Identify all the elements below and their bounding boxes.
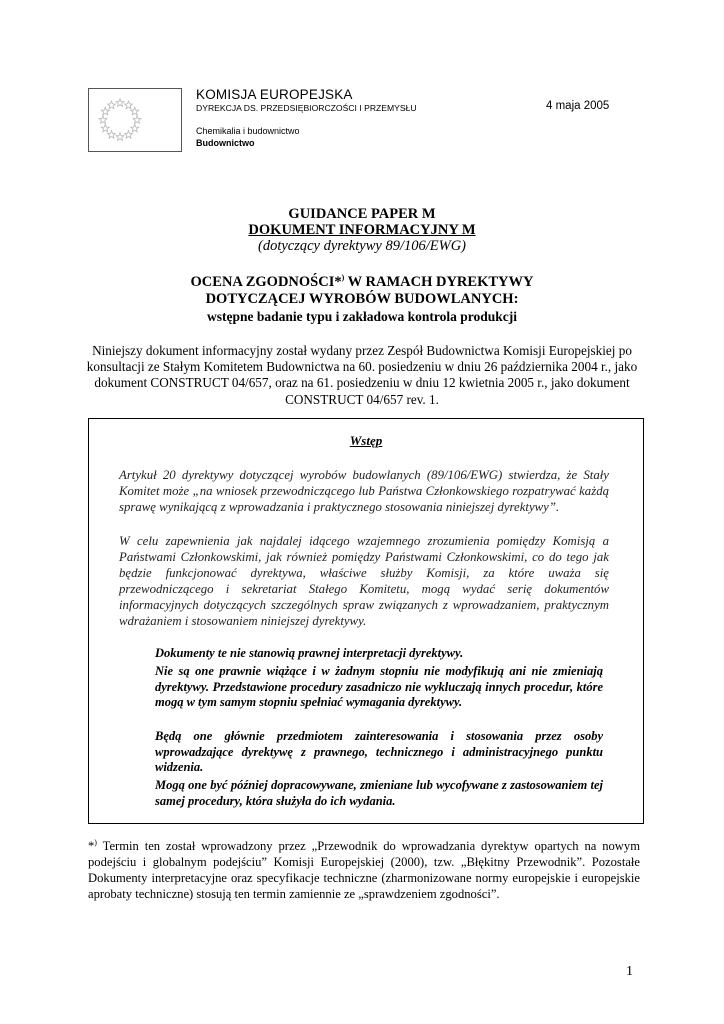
box-notice-2: Nie są one prawnie wiążące i w żadnym stopniu nie modyfikują ani nie zmieniają dyrektywy. Przedstawione procedury zasadniczo nie wykluczają innych procedur, które mogą w tym samym stopniu spełniać wymagania dyrektywy. (155, 664, 603, 710)
eu-star-icon (125, 131, 133, 139)
eu-logo (88, 88, 182, 152)
directorate-name: DYREKCJA DS. PRZEDSIĘBIORCZOŚCI I PRZEMYSŁU (196, 103, 417, 113)
introduction-box (88, 418, 644, 824)
eu-stars-icon (89, 89, 181, 151)
eu-star-icon (108, 101, 116, 109)
page-number: 1 (626, 964, 633, 979)
main-title-line1: OCENA ZGODNOŚCI*) W RAMACH DYREKTYWY (190, 273, 534, 290)
box-notice-3: Będą one głównie przedmiotem zainteresowania i stosowania przez osoby wprowadzające dyrektywę z prawnego, technicznego i administracyjnego punktu widzenia. (155, 729, 603, 775)
eu-star-icon (131, 124, 139, 132)
eu-star-icon (101, 107, 109, 115)
box-heading: Wstęp (349, 433, 383, 448)
unit-name: Chemikalia i budownictwo (196, 126, 300, 136)
document-date: 4 maja 2005 (546, 100, 610, 112)
eu-star-icon (101, 124, 109, 132)
eu-star-icon (133, 116, 141, 124)
institution-name: KOMISJA EUROPEJSKA (196, 87, 353, 102)
intro-paragraph: Niniejszy dokument informacyjny został wydany przez Zespół Budownictwa Komisji Europejskiej po konsultacji ze Stałym Komitetem Budownictwa na 60. posiedzeniu w dniu 26 października 2004 r., jako dokument CONSTRUCT 04/657, oraz na 61. posiedzeniu w dniu 12 kwietnia 2005 r., jako dokument CONSTRUCT 04/657 rev. 1. (86, 343, 638, 407)
footnote: *) Termin ten został wprowadzony przez „Przewodnik do wprowadzania dyrektyw opartych na nowym podejściu i globalnym podejściu” Komisji Europejskiej (2000), tzw. „Błękitny Przewodnik”. Pozostałe Dokumenty interpretacyjne oraz specyfikacje techniczne (zharmonizowane normy europejskie i europejskie aprobaty techniczne) stosują ten termin zamiennie ze „sprawdzeniem zgodności”. (88, 837, 640, 901)
box-notice-1: Dokumenty te nie stanowią prawnej interpretacji dyrektywy. (155, 646, 464, 660)
eu-star-icon (99, 116, 107, 124)
guidance-paper-title: GUIDANCE PAPER M (288, 206, 436, 222)
eu-star-icon (108, 131, 116, 139)
eu-star-icon (116, 133, 124, 141)
box-paragraph-2: W celu zapewnienia jak najdalej idącego wzajemnego zrozumienia pomiędzy Komisją a Państwami Członkowskimi, jak również pomiędzy Państwami Członkowskimi, co do tego jak będzie funkcjonować dyrektywa, właściwe służby Komisji, za które uważa się przewodniczącego i sekretariat Stałego Komitetu, mogą wydać serię dokumentów informacyjnych dotyczących szczególnych spraw związanych z wprowadzaniem, praktycznym wdrażaniem i stosowaniem niniejszej dyrektywy. (119, 534, 609, 629)
sub-unit-name: Budownictwo (196, 138, 255, 148)
main-title-line2: DOTYCZĄCEJ WYROBÓW BUDOWLANYCH: (205, 291, 519, 307)
footnote-ref: ) (341, 273, 345, 283)
document-title-polish: DOKUMENT INFORMACYJNY M (248, 222, 476, 238)
eu-star-icon (116, 99, 124, 107)
eu-star-icon (125, 101, 133, 109)
box-notice-4: Mogą one być później dopracowywane, zmieniane lub wycofywane z zastosowaniem tej samej procedury, która służyła do ich wydania. (155, 778, 603, 808)
box-paragraph-1: Artykuł 20 dyrektywy dotyczącej wyrobów budowlanych (89/106/EWG) stwierdza, że Stały Komitet może „na wniosek przewodniczącego lub Państwa Członkowskiego rozpatrywać każdą sprawę wynikającą z wprowadzania i praktycznego stosowania niniejszej dyrektywy”. (119, 468, 609, 515)
directive-reference: (dotyczący dyrektywy 89/106/EWG) (257, 238, 467, 254)
eu-star-icon (131, 107, 139, 115)
main-title-subtitle: wstępne badanie typu i zakładowa kontrola produkcji (206, 309, 518, 324)
